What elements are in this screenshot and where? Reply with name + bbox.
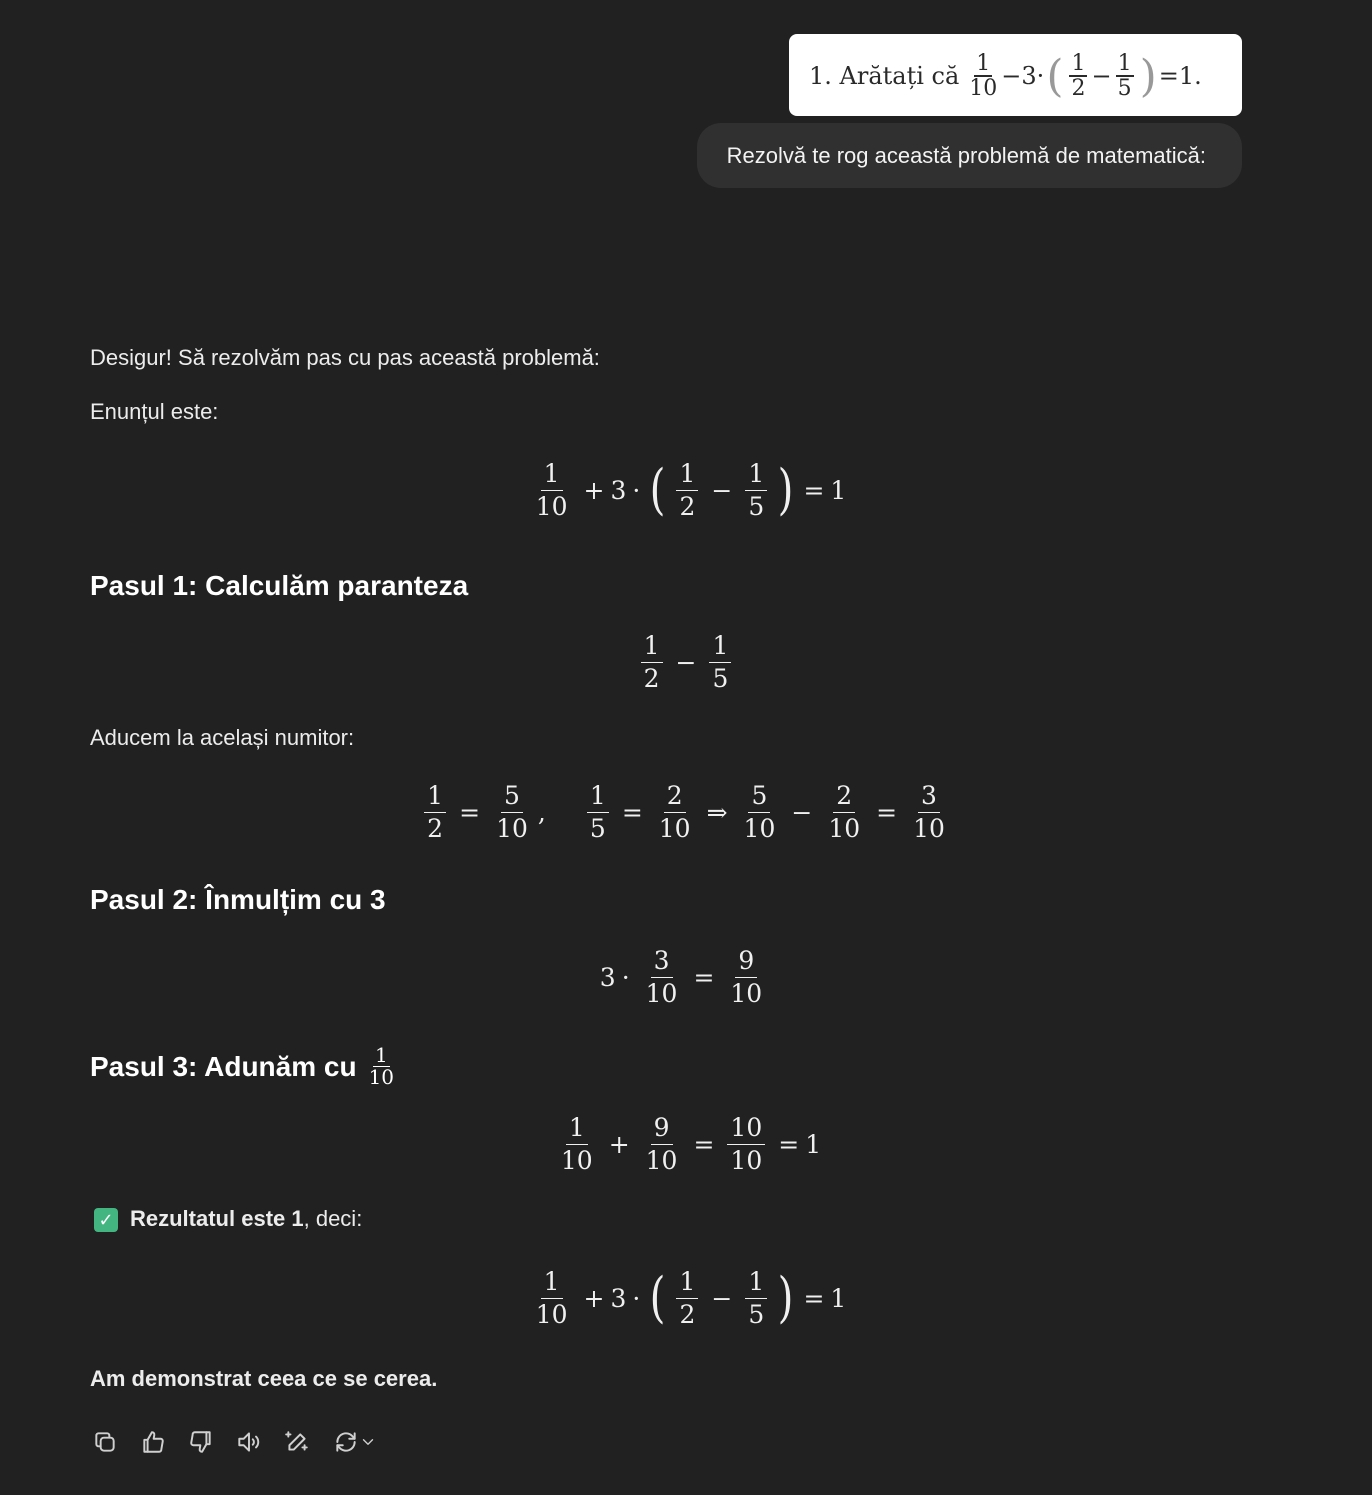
step2-heading: Pasul 2: Înmulțim cu 3 xyxy=(90,884,386,915)
equation-step3: $\frac{1}{10}$ + $\frac{9}{10}$ = $\frac{10}{10}$ = 1 xyxy=(560,1113,822,1175)
equation-step1: $\frac{1}{2}$ − $\frac{1}{5}$ xyxy=(0,625,1372,700)
image-label: 1. Arătați că xyxy=(809,62,960,90)
step1-heading: Pasul 1: Calculăm paranteza xyxy=(90,570,469,601)
regenerate-icon xyxy=(333,1429,359,1455)
equation-common-denominator: $\frac{1}{2}$ = $\frac{5}{10}$ , $\frac{1}{5}$ = $\frac{2}{10}$ ⇒ $\frac{5}{10}$ − $\frac{2}{10}$ = $\frac{3}{10}$ xyxy=(0,775,1372,850)
step3-heading-fraction: 1 10 xyxy=(368,1043,395,1089)
step1-text: Aducem la același numitor: xyxy=(90,725,355,750)
copy-icon xyxy=(92,1429,118,1455)
copy-button[interactable] xyxy=(90,1425,120,1459)
result-rest: , deci: xyxy=(303,1206,363,1231)
step3-heading xyxy=(90,1045,394,1088)
user-message-text: Rezolvă te rog această problemă de matematică: xyxy=(726,142,1206,168)
image-eq-tail: =1. xyxy=(1158,62,1202,90)
conclusion: Am demonstrat ceea ce se cerea. xyxy=(90,1366,438,1391)
checkmark-icon: ✓ xyxy=(94,1208,118,1232)
read-aloud-button[interactable] xyxy=(234,1425,264,1459)
assistant-intro: Desigur! Să rezolvăm pas cu pas această problemă: xyxy=(90,345,600,370)
thumbs-up-icon xyxy=(140,1429,166,1455)
image-equation: 1. Arătați că $\frac{1}{10}$ −3· ( $\frac{1}{2}$ − $\frac{1}{5}$ ) =1. xyxy=(809,50,1202,102)
equation-final: $\frac{1}{10}$ + 3 · ( $\frac{1}{2}$ − $\frac{1}{5}$ ) = 1 xyxy=(535,1266,847,1329)
user-image-attachment[interactable] xyxy=(789,34,1242,116)
message-actions-toolbar xyxy=(90,1425,380,1459)
user-message-bubble xyxy=(697,123,1242,188)
result-bold: Rezultatul este 1 xyxy=(130,1206,304,1231)
thumbs-down-icon xyxy=(188,1429,214,1455)
chevron-down-icon xyxy=(359,1433,377,1451)
result-line xyxy=(94,1206,362,1232)
step3-heading-text: Pasul 3: Adunăm cu xyxy=(90,1050,357,1082)
equation-step2: 3 · $\frac{3}{10}$ = $\frac{9}{10}$ xyxy=(599,946,763,1008)
thumbs-up-button[interactable] xyxy=(138,1425,168,1459)
edit-icon xyxy=(284,1429,310,1455)
edit-button[interactable] xyxy=(282,1425,312,1459)
thumbs-down-button[interactable] xyxy=(186,1425,216,1459)
speaker-icon xyxy=(235,1429,263,1455)
statement-label: Enunțul este: xyxy=(90,399,219,424)
equation-statement: $\frac{1}{10}$ + 3 · ( $\frac{1}{2}$ − $\frac{1}{5}$ ) = 1 xyxy=(535,458,847,521)
regenerate-button[interactable] xyxy=(330,1425,380,1459)
